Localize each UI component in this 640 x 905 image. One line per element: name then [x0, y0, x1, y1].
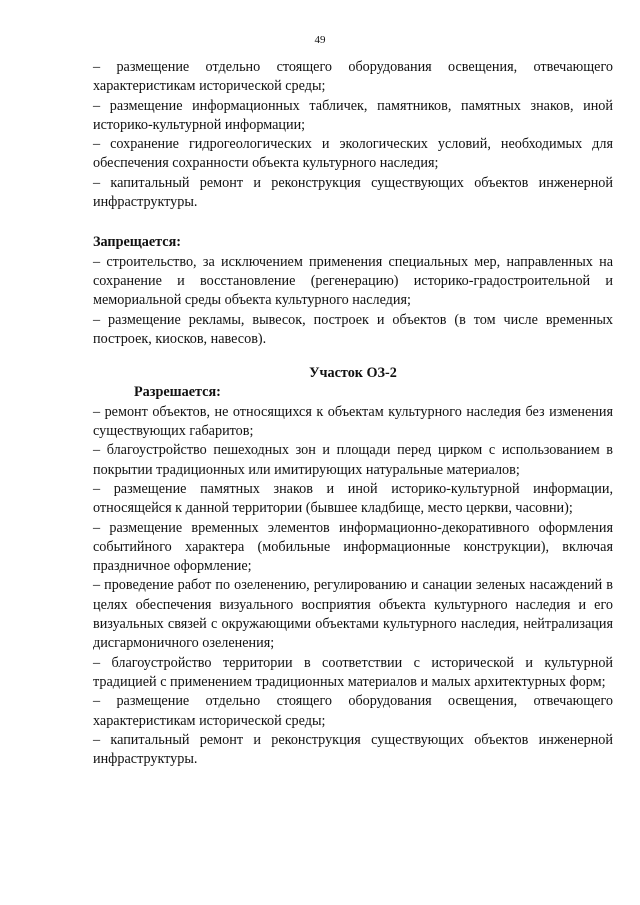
document-body — [93, 58, 613, 769]
paragraph: – благоустройство пешеходных зон и площади перед цирком с использованием в покрытии традиционных или имитирующих натуральные материалов; — [93, 442, 613, 478]
paragraph: – размещение отдельно стоящего оборудования освещения, отвечающего характеристикам исторической среды; — [93, 693, 613, 729]
section-title: Участок ОЗ-2 — [309, 365, 397, 382]
paragraph: – размещение рекламы, вывесок, построек и объектов (в том числе временных построек, киосков, навесов). — [93, 311, 613, 347]
paragraph: – строительство, за исключением применения специальных мер, направленных на сохранение и восстановление (регенерацию) историко-градостроительной и мемориальной среды объекта культурного наследия; — [93, 253, 613, 309]
prohibited-heading: Запрещается: — [93, 234, 181, 251]
paragraph: – проведение работ по озеленению, регулированию и санации зеленых насаждений в целях обеспечения визуального восприятия объекта культурного наследия и его визуальных связей с окружающими объектами культурного наследия, нейтрализация дисгармоничного озеленения; — [93, 577, 613, 652]
paragraph: – ремонт объектов, не относящихся к объектам культурного наследия без изменения существующих габаритов; — [93, 403, 613, 440]
paragraph: – капитальный ремонт и реконструкция существующих объектов инженерной инфраструктуры. — [93, 731, 613, 768]
paragraph: – размещение памятных знаков и иной историко-культурной информации, относящейся к данной территории (бывшее кладбище, место церкви, часовни); — [93, 480, 613, 517]
page-number: 49 — [314, 34, 326, 46]
paragraph: – размещение информационных табличек, памятников, памятных знаков, иной историко-культурной информации; — [93, 97, 613, 133]
paragraph: – капитальный ремонт и реконструкция существующих объектов инженерной инфраструктуры. — [93, 174, 613, 211]
paragraph: – размещение временных элементов информационно-декоративного оформления событийного характера (мобильные информационные конструкции), включая праздничное оформление; — [93, 519, 613, 575]
allowed-heading: Разрешается: — [134, 384, 221, 401]
paragraph: – благоустройство территории в соответствии с исторической и культурной традицией с применением традиционных материалов и малых архитектурных форм; — [93, 654, 613, 690]
paragraph: – сохранение гидрогеологических и экологических условий, необходимых для обеспечения сохранности объекта культурного наследия; — [93, 136, 613, 172]
paragraph: – размещение отдельно стоящего оборудования освещения, отвечающего характеристикам исторической среды; — [93, 59, 613, 95]
